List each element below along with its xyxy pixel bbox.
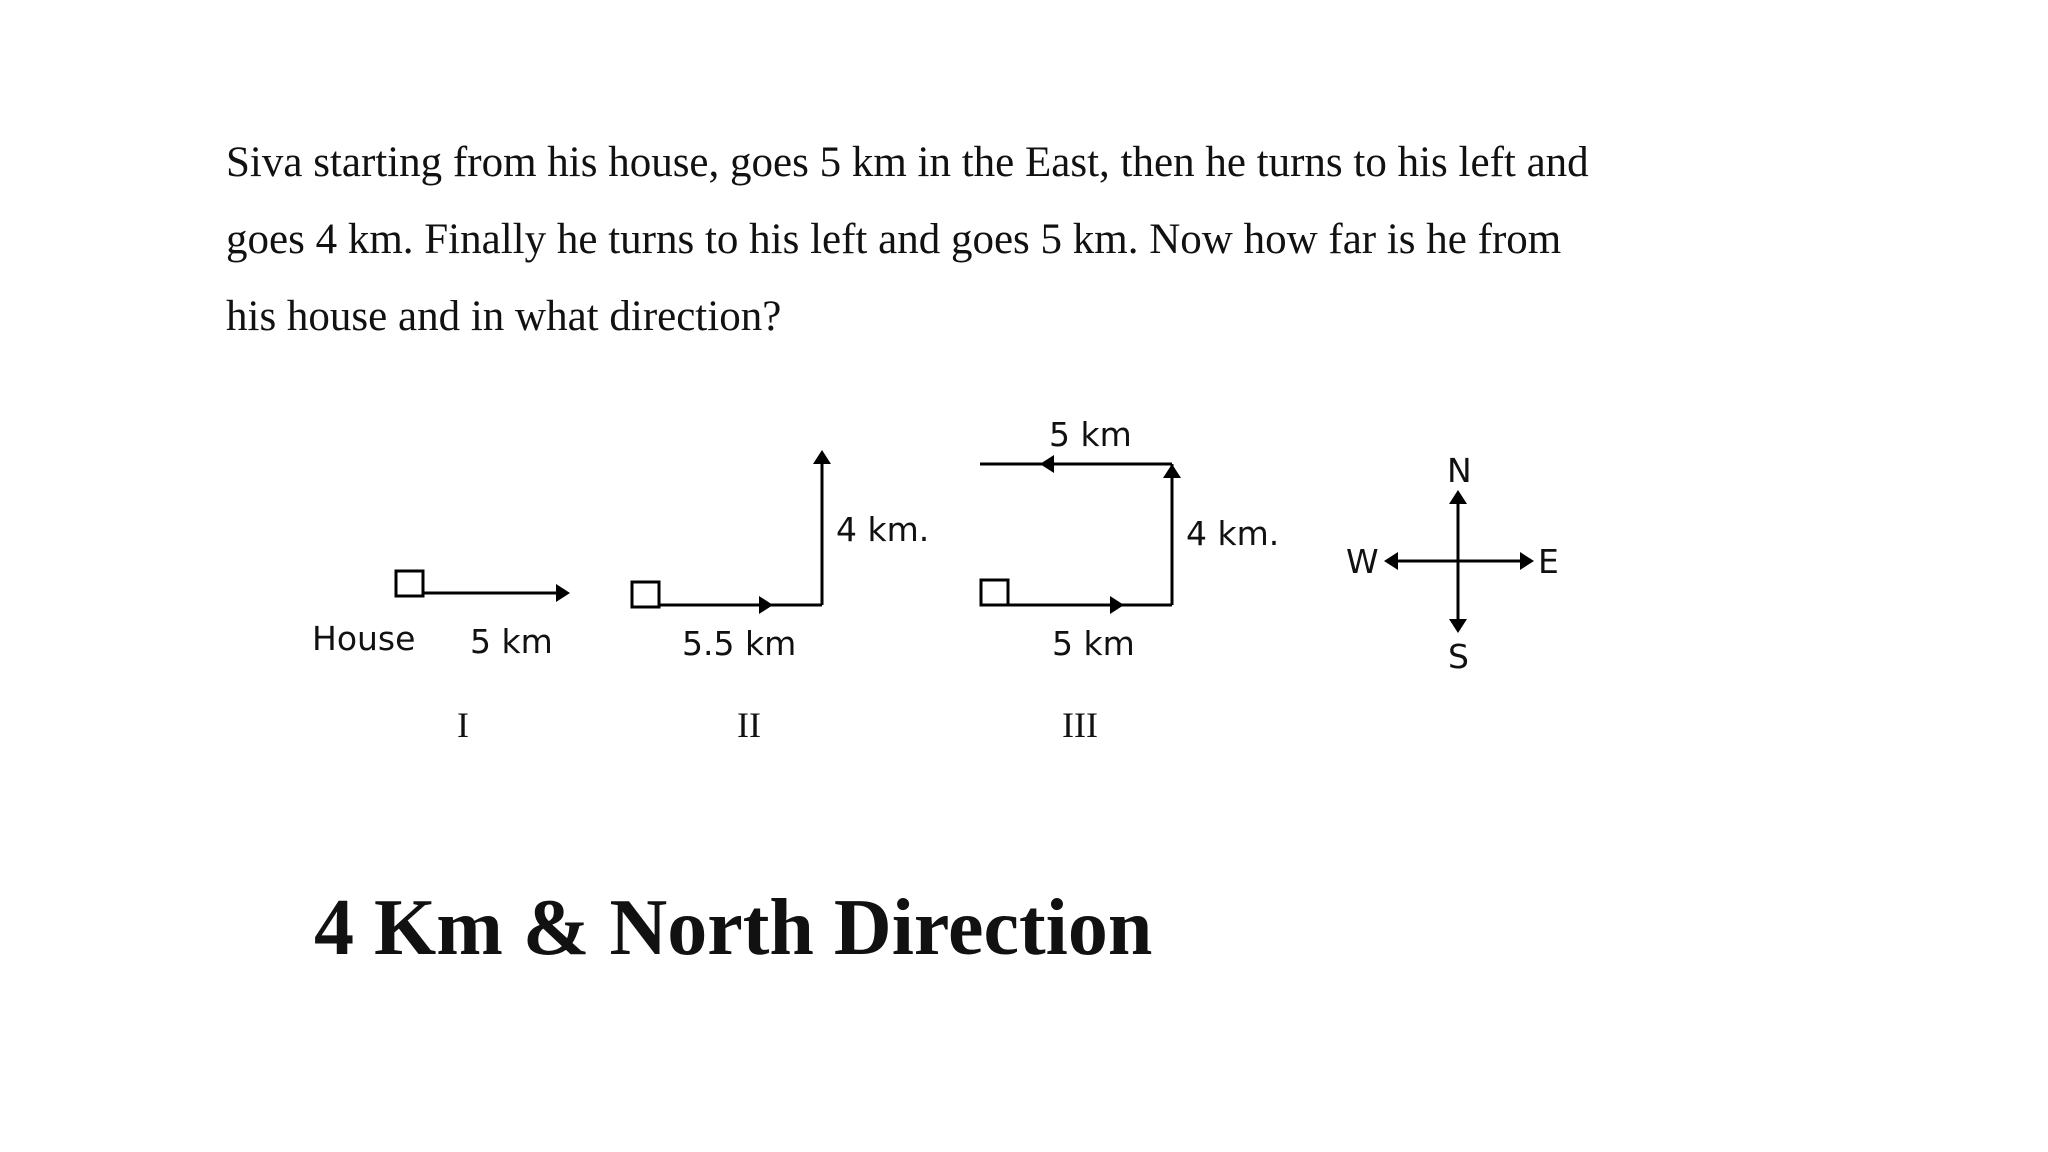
fig2-north-label: 4 km. — [836, 510, 930, 549]
fig3-bottom-label: 5 km — [1052, 624, 1135, 663]
house-square-1 — [396, 571, 423, 596]
arrowhead-east-1 — [556, 584, 570, 602]
answer-text: 4 Km & North Direction — [314, 884, 1153, 972]
compass-west-label: W — [1346, 542, 1379, 581]
compass-south-label: S — [1448, 637, 1469, 676]
fig3-right-label: 4 km. — [1186, 514, 1280, 553]
compass — [1346, 451, 1559, 676]
compass-north-label: N — [1447, 451, 1472, 490]
arrowhead-north-3 — [1163, 464, 1181, 478]
compass-south-arrowhead — [1449, 619, 1467, 633]
fig3-top-label: 5 km — [1049, 415, 1132, 454]
figure-1 — [312, 571, 570, 745]
fig1-distance-label: 5 km — [470, 622, 553, 661]
house-square-3 — [981, 580, 1008, 605]
arrowhead-west-3 — [1040, 455, 1054, 473]
fig2-numeral: II — [737, 705, 761, 745]
compass-west-arrowhead — [1384, 552, 1398, 570]
fig3-numeral: III — [1062, 705, 1098, 745]
house-square-2 — [632, 582, 659, 607]
arrowhead-east-2 — [759, 596, 773, 614]
house-label: House — [312, 619, 416, 658]
fig1-numeral: I — [457, 705, 469, 745]
compass-north-arrowhead — [1449, 490, 1467, 504]
compass-east-arrowhead — [1520, 552, 1534, 570]
arrowhead-east-3 — [1110, 596, 1124, 614]
arrowhead-north-2 — [813, 450, 831, 464]
figure-2 — [632, 450, 929, 745]
question-line-1: Siva starting from his house, goes 5 km in the East, then he turns to his left and — [226, 139, 1589, 186]
fig2-east-label: 5.5 km — [682, 624, 797, 663]
figure-3 — [980, 415, 1279, 745]
question-line-3: his house and in what direction? — [226, 293, 782, 340]
compass-east-label: E — [1538, 542, 1559, 581]
question-line-2: goes 4 km. Finally he turns to his left and goes 5 km. Now how far is he from — [226, 216, 1562, 263]
